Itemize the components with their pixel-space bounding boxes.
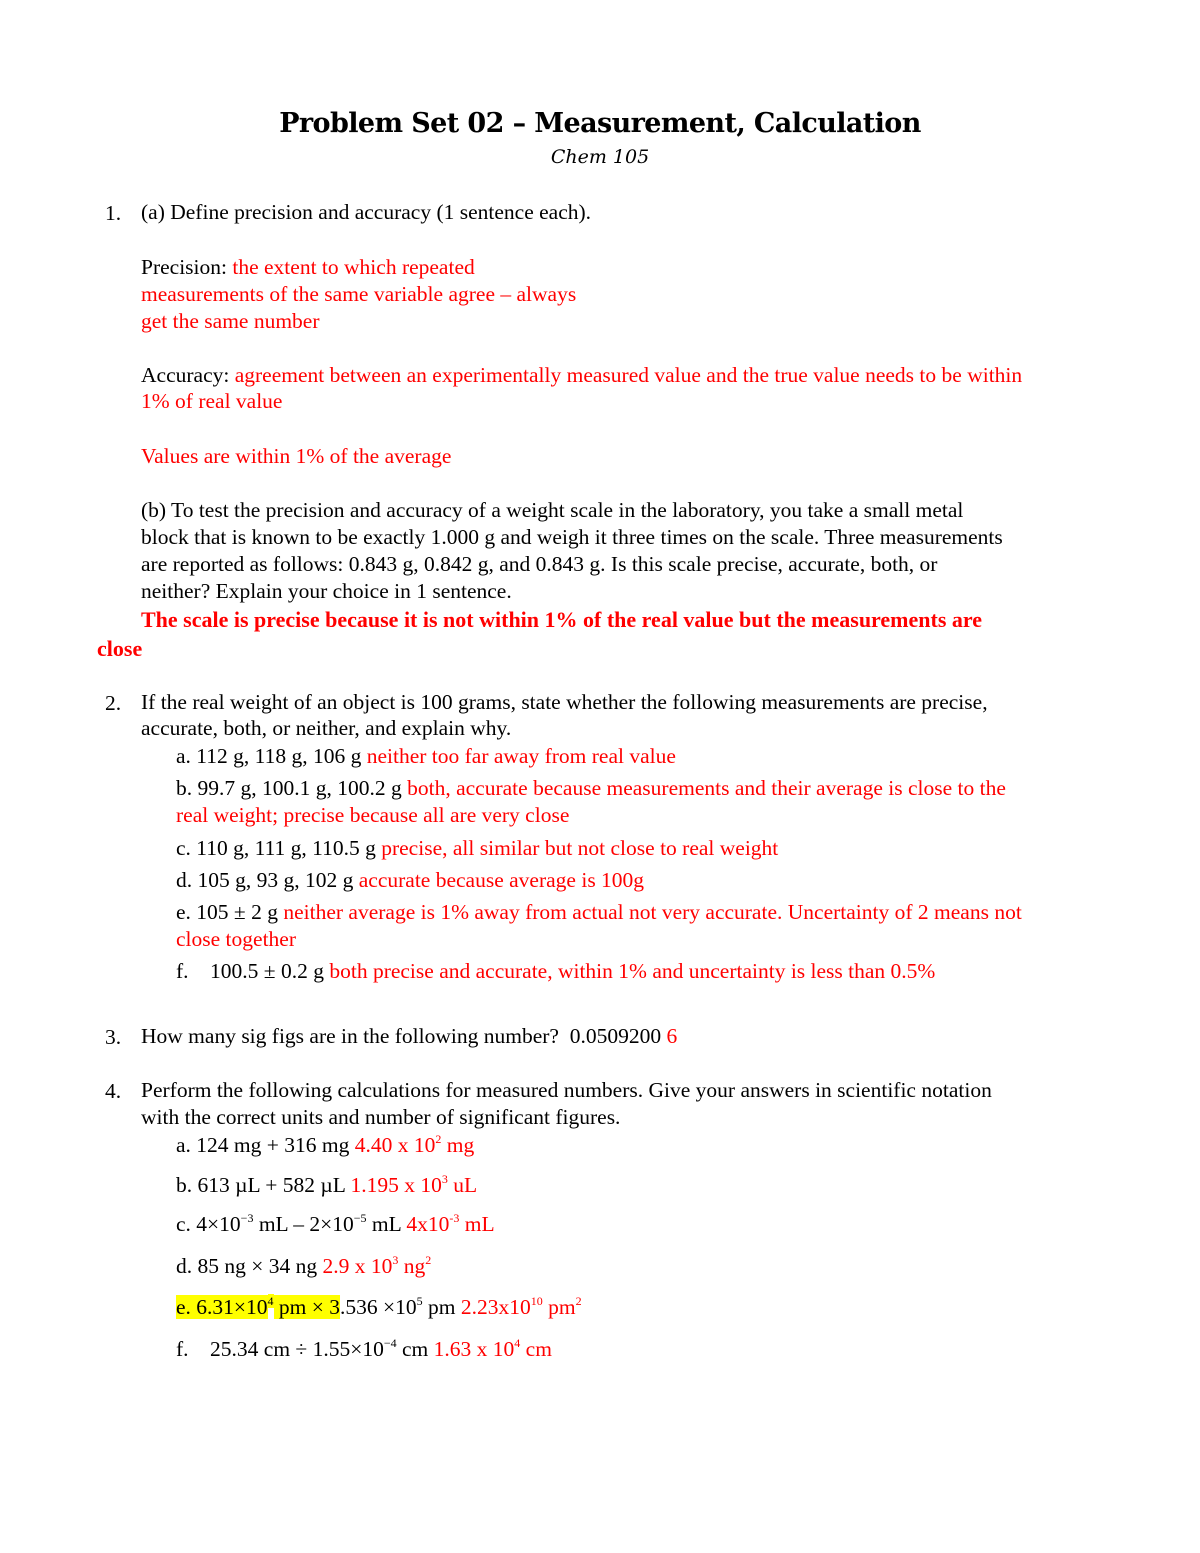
question-text: c. 4×10 xyxy=(176,1212,241,1236)
question-text: Precision: xyxy=(141,255,233,279)
text-line xyxy=(176,1253,431,1279)
answer-text: 1.63 x 10 xyxy=(433,1337,515,1361)
answer-text: neither too far away from real value xyxy=(366,744,676,768)
answer-text: 3 xyxy=(441,1172,448,1186)
answer-text: ng xyxy=(398,1254,426,1278)
answer-text: both precise and accurate, within 1% and uncertainty is less than 0.5% xyxy=(329,959,936,983)
text-line xyxy=(176,1336,552,1362)
answer-text: 2.23x10 xyxy=(460,1295,531,1319)
text-line xyxy=(141,551,937,577)
answer-text: 1% of real value xyxy=(141,389,283,413)
question-text: b. 99.7 g, 100.1 g, 100.2 g xyxy=(176,776,408,800)
question-text: (b) To test the precision and accuracy of a weight scale in the laboratory, you take a small metal xyxy=(141,498,964,522)
answer-text: close xyxy=(97,636,143,661)
question-text: neither? Explain your choice in 1 sentence. xyxy=(141,579,512,603)
answer-text: uL xyxy=(447,1173,478,1197)
answer-text: pm xyxy=(542,1295,576,1319)
highlighted-text: pm × 3 xyxy=(273,1295,341,1319)
text-line xyxy=(141,362,1022,388)
text-line xyxy=(141,578,512,604)
question-number-3: 3. xyxy=(105,1025,122,1049)
question-text: (a) Define precision and accuracy (1 sentence each). xyxy=(141,200,592,224)
answer-text: cm xyxy=(520,1337,552,1361)
answer-text: 4.40 x 10 xyxy=(354,1133,436,1157)
answer-text: neither average is 1% away from actual not very accurate. Uncertainty of 2 means not xyxy=(283,900,1022,924)
answer-text: close together xyxy=(176,927,296,951)
question-text: mL – 2×10 xyxy=(253,1212,354,1236)
text-line xyxy=(176,1172,477,1198)
question-text: mL xyxy=(366,1212,407,1236)
answer-text: 10 xyxy=(530,1294,543,1308)
text-line xyxy=(176,867,644,893)
question-text: f. 25.34 cm ÷ 1.55×10 xyxy=(176,1337,384,1361)
text-line xyxy=(141,497,963,523)
text-line xyxy=(176,835,778,861)
question-text: −5 xyxy=(353,1211,367,1225)
text-line xyxy=(97,636,142,662)
text-line xyxy=(176,1294,582,1320)
answer-text: 6 xyxy=(666,1024,678,1048)
highlighted-text: 4 xyxy=(267,1294,274,1308)
text-line xyxy=(141,199,591,225)
text-line xyxy=(176,899,1022,925)
answer-text: measurements of the same variable agree – always xyxy=(141,282,577,306)
question-text: f. 100.5 ± 0.2 g xyxy=(176,959,330,983)
question-text: accurate, both, or neither, and explain why. xyxy=(141,716,512,740)
question-text: a. 124 mg + 316 mg xyxy=(176,1133,355,1157)
answer-text: 2 xyxy=(425,1253,432,1267)
text-line xyxy=(141,281,576,307)
text-line xyxy=(141,607,982,633)
answer-text: 2.9 x 10 xyxy=(322,1254,393,1278)
course-subtitle: Chem 105 xyxy=(550,146,650,168)
answer-text: precise, all similar but not close to real weight xyxy=(381,836,779,860)
answer-text: 4 xyxy=(514,1336,521,1350)
question-text: .536 ×10 xyxy=(340,1295,417,1319)
question-text: −4 xyxy=(383,1336,397,1350)
text-line xyxy=(141,1104,620,1130)
text-line xyxy=(176,1132,474,1158)
question-text: Perform the following calculations for measured numbers. Give your answers in scientific notation xyxy=(141,1078,992,1102)
answer-text: agreement between an experimentally measured value and the true value needs to be within xyxy=(234,363,1023,387)
text-line xyxy=(176,926,296,952)
question-text: with the correct units and number of significant figures. xyxy=(141,1105,621,1129)
answer-text: 1.195 x 10 xyxy=(350,1173,442,1197)
text-line xyxy=(141,1077,992,1103)
text-line xyxy=(176,1211,495,1237)
answer-text: get the same number xyxy=(141,309,320,333)
answer-text: 2 xyxy=(575,1294,582,1308)
question-text: If the real weight of an object is 100 grams, state whether the following measurements are precise, xyxy=(141,690,988,714)
answer-text: The scale is precise because it is not within 1% of the real value but the measurements are xyxy=(141,607,983,632)
text-line xyxy=(176,802,569,828)
question-text: b. 613 µL + 582 µL xyxy=(176,1173,351,1197)
answer-text: the extent to which repeated xyxy=(232,255,475,279)
page-title: Problem Set 02 – Measurement, Calculation xyxy=(279,108,921,139)
question-text: e. 105 ± 2 g xyxy=(176,900,284,924)
text-line xyxy=(176,958,935,984)
text-line xyxy=(141,524,1003,550)
answer-text: 2 xyxy=(435,1132,442,1146)
answer-text: real weight; precise because all are very close xyxy=(176,803,570,827)
answer-text: mg xyxy=(441,1133,475,1157)
text-line xyxy=(141,254,475,280)
question-text: pm xyxy=(422,1295,461,1319)
question-text: cm xyxy=(396,1337,434,1361)
answer-text: 4x10 xyxy=(406,1212,450,1236)
text-line xyxy=(141,715,511,741)
question-text: are reported as follows: 0.843 g, 0.842 g, and 0.843 g. Is this scale precise, accurate, both, or xyxy=(141,552,938,576)
question-text: block that is known to be exactly 1.000 g and weigh it three times on the scale. Three measurements xyxy=(141,525,1003,549)
answer-text: mL xyxy=(459,1212,495,1236)
text-line xyxy=(141,308,320,334)
question-text: d. 105 g, 93 g, 102 g xyxy=(176,868,359,892)
question-text: 5 xyxy=(416,1294,423,1308)
answer-text: Values are within 1% of the average xyxy=(141,444,452,468)
text-line xyxy=(141,1023,677,1049)
answer-text: -3 xyxy=(449,1211,460,1225)
question-text: c. 110 g, 111 g, 110.5 g xyxy=(176,836,382,860)
question-text: d. 85 ng × 34 ng xyxy=(176,1254,323,1278)
question-number-4: 4. xyxy=(105,1079,122,1103)
question-number-1: 1. xyxy=(105,201,122,225)
text-line xyxy=(176,743,676,769)
text-line xyxy=(141,443,451,469)
answer-text: accurate because average is 100g xyxy=(358,868,645,892)
answer-text: 3 xyxy=(392,1253,399,1267)
text-line xyxy=(141,388,282,414)
question-number-2: 2. xyxy=(105,691,122,715)
question-text: How many sig figs are in the following number? 0.0509200 xyxy=(141,1024,667,1048)
question-text: −3 xyxy=(240,1211,254,1225)
text-line xyxy=(176,775,1006,801)
highlighted-text: e. 6.31×10 xyxy=(176,1295,268,1319)
text-line xyxy=(141,689,988,715)
question-text: a. 112 g, 118 g, 106 g xyxy=(176,744,367,768)
question-text: Accuracy: xyxy=(141,363,235,387)
answer-text: both, accurate because measurements and their average is close to the xyxy=(407,776,1006,800)
